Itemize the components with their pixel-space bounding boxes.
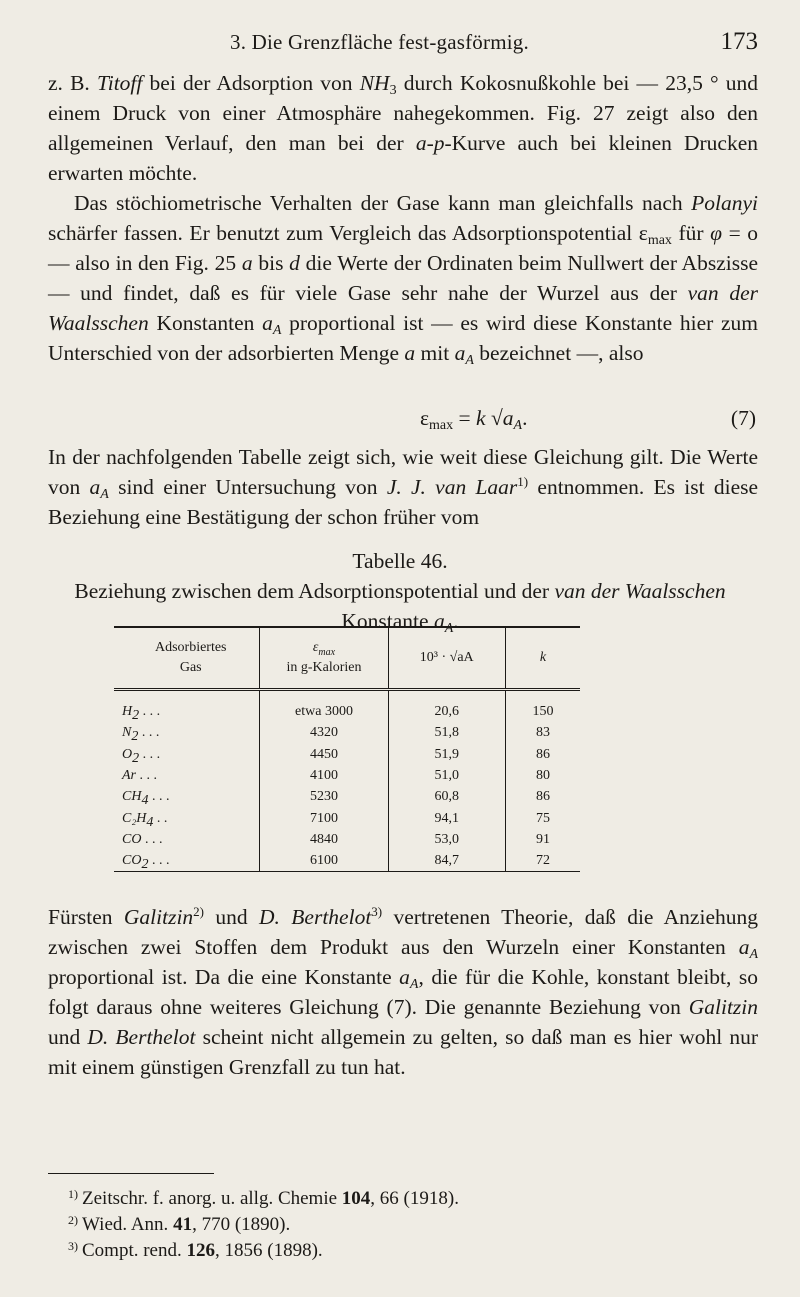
table-header-row [114, 627, 580, 690]
footnote-2: $^{2)}$ Wied. Ann. 41, 770 (1890). [68, 1213, 291, 1235]
header-gas: Adsorbiertes Gas [114, 627, 260, 690]
footnote-ref-1: 1) [517, 474, 529, 489]
adsorption-table [114, 626, 580, 872]
footnote-divider [48, 1173, 214, 1174]
cell-k: 150 [505, 690, 580, 723]
body-text-top [48, 68, 758, 368]
paragraph-2: Das stöchiometrische Verhalten der Gase kann man gleichfalls nach Polanyi schärfer fassen. Er benutzt zum Vergleich das Adsorptionspotential $\varepsilon_{max}$ für φ = o — also in den Fig. 25 a bis d die Werte der Ordinaten beim Nullwert der Abszisse — und findet, daß es für viele Gase sehr nahe der Wurzel aus der van der Waalsschen Konstanten $a_A$ proportional ist — es wird diese Konstante hier zum Unterschied von der adsorbierten Menge a mit $a_A$ bezeichnet —, also [48, 191, 759, 368]
cell-gas: $CH_4$ . . . [122, 789, 170, 809]
cell-k: 80 [505, 765, 580, 786]
cell-emax: 6100 [260, 850, 388, 872]
cell-gas: $H_2$ . . . [122, 704, 161, 724]
header-root: 10³ · √aA [388, 627, 505, 690]
paragraph-1: z. B. Titoff bei der Adsorption von $NH_3$ durch Kokosnußkohle bei — 23,5 ° und einem Druck von einer Atmosphäre nahegekommen. Fig. 27 zeigt also den allgemeinen Verlauf, den man bei der a-p-Kurve auch bei kleinen Drucken erwarten möchte. [48, 71, 758, 185]
table-row [114, 807, 580, 828]
cell-root: 84,7 [388, 850, 505, 872]
cell-gas: $N_2$ . . . [122, 725, 160, 745]
header-k: k [505, 627, 580, 690]
paragraph-3: In der nachfolgenden Tabelle zeigt sich, wie weit diese Gleichung gilt. Die Werte von $a_A$ sind einer Untersuchung von J. J. van Laar$^{1)}$ entnommen. Es ist diese Beziehung eine Bestätigung der schon früher vom [48, 445, 759, 529]
equation-7: $\varepsilon_{max} = k$ $√a_A$. [420, 406, 528, 433]
cell-emax: 4320 [260, 722, 388, 743]
cell-root: 51,8 [388, 722, 505, 743]
running-title: 3. Die Grenzfläche fest-gasförmig. [230, 30, 529, 54]
cell-emax: 4840 [260, 829, 388, 850]
cell-root: 51,0 [388, 765, 505, 786]
table-row [114, 850, 580, 872]
footnote-ref-3: 3) [371, 904, 383, 919]
table-title: Beziehung zwischen dem Adsorptionspotential und der van der Waalsschen Konstante $a_A$. [74, 579, 726, 636]
body-text-mid [48, 442, 758, 532]
cell-root: 53,0 [388, 829, 505, 850]
cell-k: 83 [505, 722, 580, 743]
table-row [114, 829, 580, 850]
table-row [114, 690, 580, 723]
table-row [114, 744, 580, 765]
cell-root: 51,9 [388, 744, 505, 765]
cell-k: 86 [505, 744, 580, 765]
footnote-ref-2: 2) [193, 904, 205, 919]
cell-gas: CO . . . [122, 831, 163, 847]
cell-root: 94,1 [388, 807, 505, 828]
cell-gas: $CO_2$ . . . [114, 850, 260, 872]
table-number: Tabelle 46. [352, 549, 448, 573]
paragraph-4: Fürsten Galitzin$^{2)}$ und D. Berthelot$^{3)}$ vertretenen Theorie, daß die Anziehung zwischen zwei Stoffen dem Produkt aus den Wurzeln einer Konstanten $a_A$ proportional ist. Da die eine Konstante $a_A$, die für die Kohle, konstant bleibt, so folgt daraus ohne weiteres Gleichung (7). Die genannte Beziehung von Galitzin und D. Berthelot scheint nicht allgemein zu gelten, so daß man es hier wohl nur mit einem günstigen Grenzfall zu tun hat. [48, 904, 759, 1079]
header-emax: $\varepsilon_{max}$ in g-Kalorien [260, 627, 388, 690]
body-text-bottom [48, 902, 758, 1082]
table-row [114, 786, 580, 807]
cell-emax: 5230 [260, 786, 388, 807]
equation-number: (7) [730, 406, 756, 430]
cell-k: 86 [505, 786, 580, 807]
cell-emax: 7100 [260, 807, 388, 828]
cell-k: 91 [505, 829, 580, 850]
cell-root: 20,6 [388, 690, 505, 723]
page-number: 173 [720, 28, 758, 55]
cell-k: 72 [505, 850, 580, 872]
table-row [114, 722, 580, 743]
cell-emax: 4450 [260, 744, 388, 765]
cell-root: 60,8 [388, 786, 505, 807]
cell-gas: $O_2$ . . . [122, 746, 161, 766]
cell-emax: etwa 3000 [260, 690, 388, 723]
table-row [114, 765, 580, 786]
cell-gas: $C_2H_4$ . . [122, 810, 168, 830]
cell-emax: 4100 [260, 765, 388, 786]
cell-gas: Ar . . . [122, 768, 157, 784]
footnote-1: $^{1)}$ Zeitschr. f. anorg. u. allg. Chemie 104, 66 (1918). [68, 1187, 459, 1209]
footnote-3: $^{3)}$ Compt. rend. 126, 1856 (1898). [68, 1239, 323, 1261]
page-header [48, 26, 758, 56]
cell-k: 75 [505, 807, 580, 828]
